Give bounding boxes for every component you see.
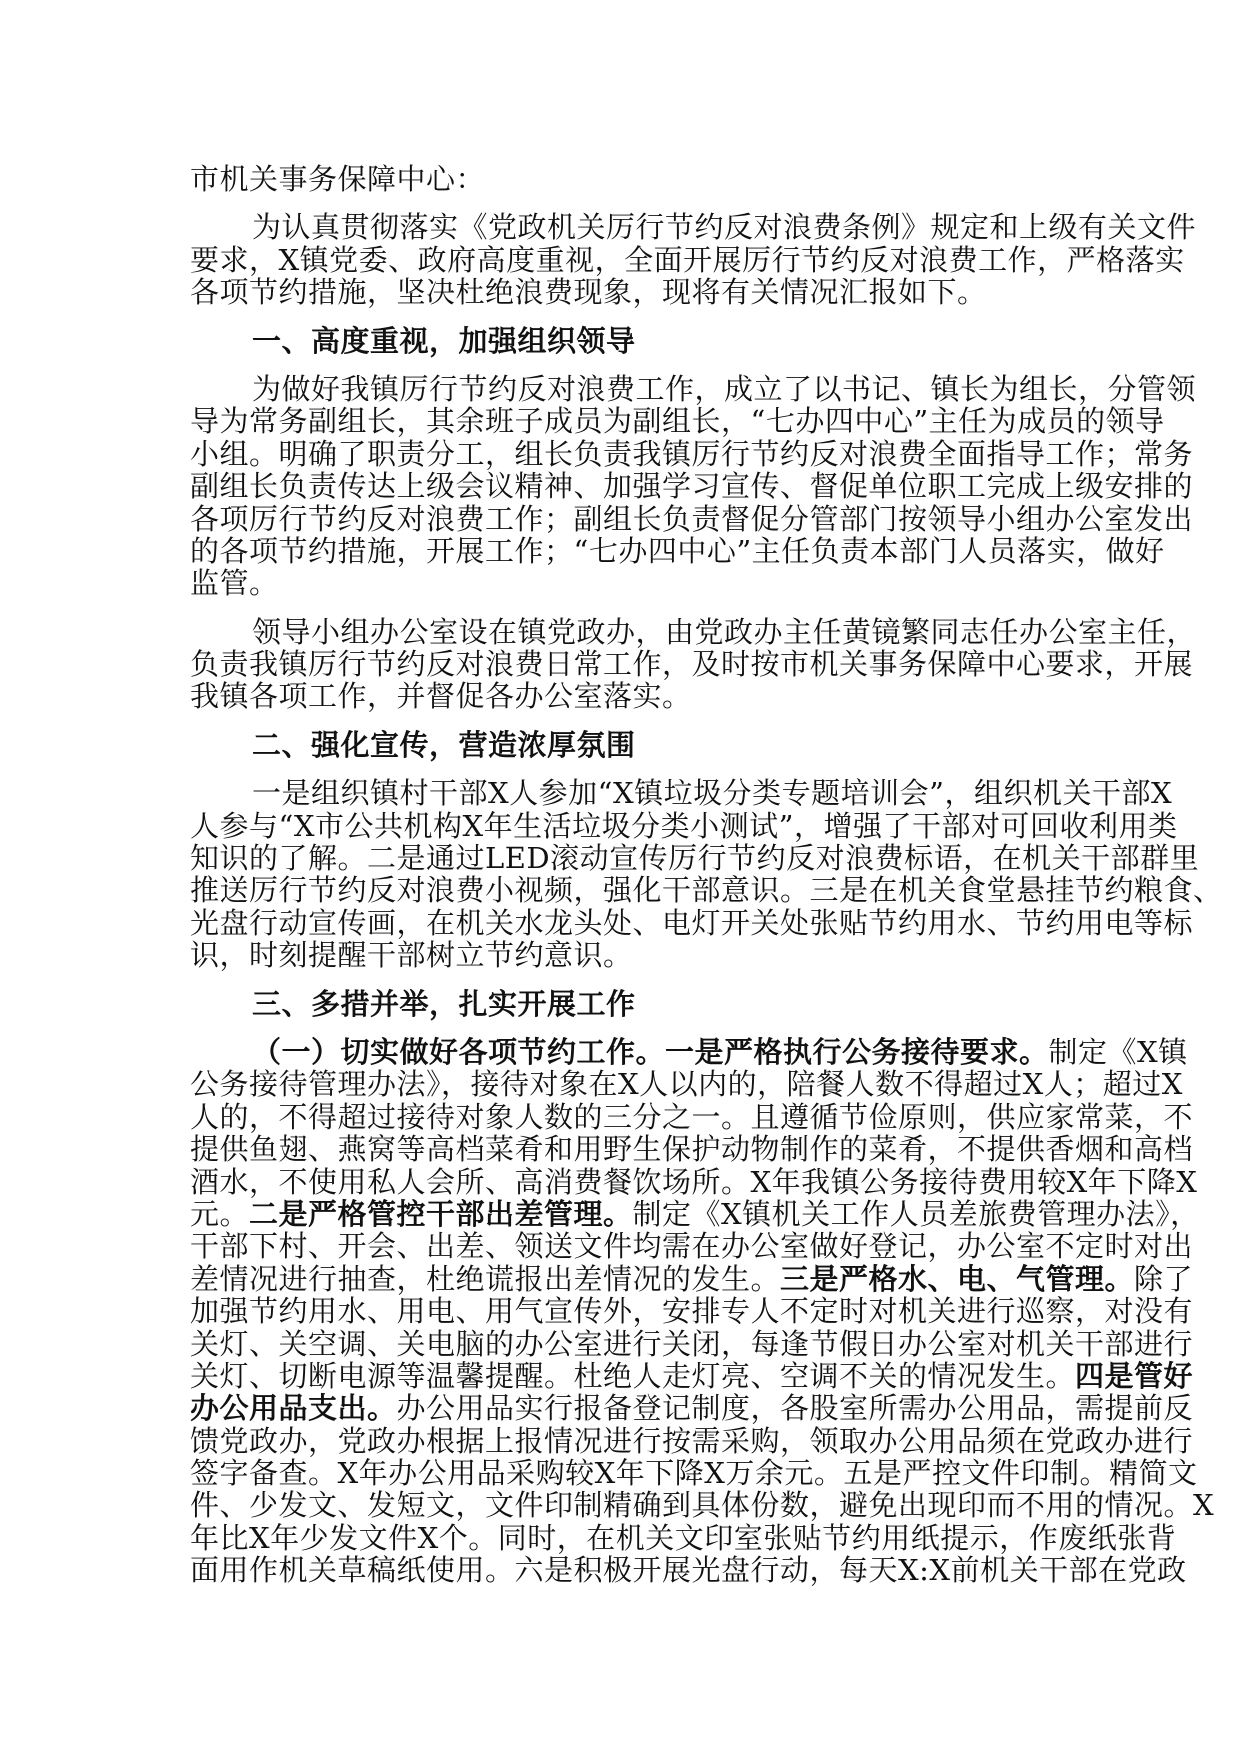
section-heading	[190, 988, 1062, 1020]
text-line: 监管。	[190, 566, 279, 601]
text-line: 为做好我镇厉行节约反对浪费工作，成立了以书记、镇长为组长，分管领	[252, 371, 1197, 406]
text-line	[190, 1358, 1194, 1393]
text-line: 导为常务副组长，其余班子成员为副组长，“七办四中心”主任为成员的领导	[190, 404, 1165, 439]
text-line: 小组。明确了职责分工，组长负责我镇厉行节约反对浪费全面指导工作；常务	[190, 436, 1194, 471]
text-run: 关灯、切断电源等温馨提醒。杜绝人走灯亮、空调不关的情况发生。	[190, 1358, 1076, 1393]
salutation	[190, 163, 1062, 195]
bold-run: 办公用品支出。	[190, 1391, 397, 1426]
text-line: 面用作机关草稿纸使用。六是积极开展光盘行动，每天X:X前机关干部在党政	[190, 1553, 1187, 1588]
text-line: 三、多措并举，扎实开展工作	[252, 986, 636, 1021]
text-line: 领导小组办公室设在镇党政办，由党政办主任黄镜繁同志任办公室主任，	[252, 614, 1197, 649]
paragraph	[190, 1034, 1215, 1588]
text-run: 元。	[190, 1196, 250, 1231]
text-line: 公务接待管理办法》，接待对象在X人以内的，陪餐人数不得超过X人；超过X	[190, 1067, 1183, 1102]
text-line	[190, 1196, 1200, 1231]
text-line: 人参与“X市公共机构X年生活垃圾分类小测试”，增强了干部对可回收利用类	[190, 808, 1178, 843]
text-line: 各项节约措施，坚决杜绝浪费现象，现将有关情况汇报如下。	[190, 275, 987, 310]
text-line: 关灯、关空调、关电脑的办公室进行关闭，每逢节假日办公室对机关干部进行	[190, 1326, 1194, 1361]
text-line: 为认真贯彻落实《党政机关厉行节约反对浪费条例》规定和上级有关文件	[252, 210, 1197, 245]
text-line: 要求，X镇党委、政府高度重视，全面开展厉行节约反对浪费工作，严格落实	[190, 242, 1185, 277]
text-line: 识，时刻提醒干部树立节约意识。	[190, 938, 633, 973]
paragraph	[190, 371, 1197, 601]
text-line: 人的，不得超过接待对象人数的三分之一。且遵循节俭原则，供应家常菜，不	[190, 1099, 1194, 1134]
text-line: 我镇各项工作，并督促各办公室落实。	[190, 679, 692, 714]
text-line: 酒水，不使用私人会所、高消费餐饮场所。X年我镇公务接待费用较X年下降X	[190, 1164, 1198, 1199]
paragraph	[190, 776, 1223, 973]
text-line: 光盘行动宣传画，在机关水龙头处、电灯开关处张贴节约用水、节约用电等标	[190, 905, 1194, 940]
paragraph	[190, 210, 1197, 310]
text-line: 提供鱼翅、燕窝等高档菜肴和用野生保护动物制作的菜肴，不提供香烟和高档	[190, 1132, 1194, 1167]
text-line: 市机关事务保障中心：	[190, 162, 486, 196]
bold-run: （一）切实做好各项节约工作。一是严格执行公务接待要求。	[252, 1034, 1049, 1069]
text-line: 推送厉行节约反对浪费小视频，强化干部意识。三是在机关食堂悬挂节约粮食、	[190, 873, 1223, 908]
text-run: 制定《X镇机关工作人员差旅费管理办法》，	[632, 1196, 1200, 1231]
text-line: 的各项节约措施，开展工作；“七办四中心”主任负责本部门人员落实，做好	[190, 533, 1165, 568]
text-line: 各项厉行节约反对浪费工作；副组长负责督促分管部门按领导小组办公室发出	[190, 501, 1194, 536]
bold-run: 二是严格管控干部出差管理。	[249, 1196, 633, 1231]
section-heading	[190, 729, 1062, 761]
text-run: 办公用品实行报备登记制度，各股室所需办公用品，需提前反	[396, 1391, 1194, 1426]
text-line: 件、少发文、发短文，文件印制精确到具体份数，避免出现印而不用的情况。X	[190, 1488, 1215, 1523]
text-line	[190, 1391, 1194, 1426]
text-line	[190, 1261, 1194, 1296]
text-run: 差情况进行抽查，杜绝谎报出差情况的发生。	[190, 1261, 781, 1296]
bold-run: 三是严格水、电、气管理。	[780, 1261, 1135, 1296]
text-line: 馈党政办，党政办根据上报情况进行按需采购，领取办公用品须在党政办进行	[190, 1423, 1194, 1458]
text-line: 一是组织镇村干部X人参加“X镇垃圾分类专题培训会”，组织机关干部X	[252, 776, 1173, 811]
bold-run: 四是管好	[1075, 1358, 1194, 1393]
text-line: 负责我镇厉行节约反对浪费日常工作，及时按市机关事务保障中心要求，开展	[190, 647, 1194, 682]
text-line: 副组长负责传达上级会议精神、加强学习宣传、督促单位职工完成上级安排的	[190, 469, 1194, 504]
text-line: 知识的了解。二是通过LED滚动宣传厉行节约反对浪费标语，在机关干部群里	[190, 841, 1200, 876]
section-heading	[190, 325, 1062, 357]
text-line: 二、强化宣传，营造浓厚氛围	[252, 727, 636, 762]
text-line	[190, 1034, 1188, 1069]
text-line: 年比X年少发文件X个。同时，在机关文印室张贴节约用纸提示，作废纸张背	[190, 1520, 1177, 1555]
paragraph	[190, 614, 1197, 714]
text-line: 干部下村、开会、出差、领送文件均需在办公室做好登记，办公室不定时对出	[190, 1229, 1194, 1264]
text-run: 除了	[1134, 1261, 1194, 1296]
text-run: 制定《X镇	[1048, 1034, 1188, 1069]
text-line: 加强节约用水、用电、用气宣传外，安排专人不定时对机关进行巡察，对没有	[190, 1294, 1194, 1329]
text-line: 签字备查。X年办公用品采购较X年下降X万余元。五是严控文件印制。精简文	[190, 1456, 1198, 1491]
document-body	[190, 162, 1223, 1588]
text-line: 一、高度重视，加强组织领导	[252, 323, 636, 358]
